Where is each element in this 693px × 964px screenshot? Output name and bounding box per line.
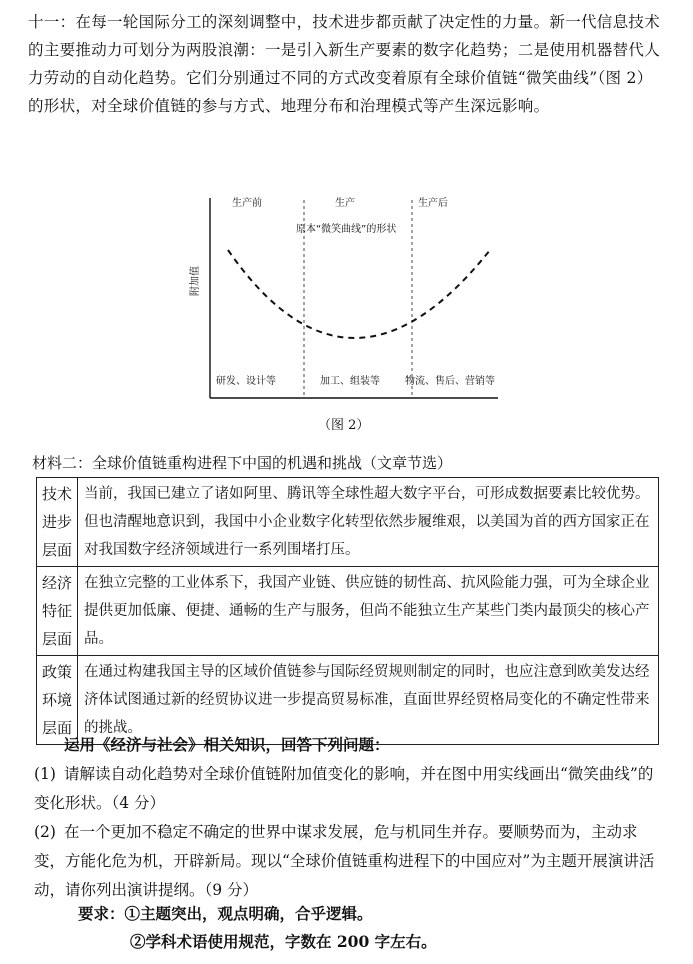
requirement-1: [78, 902, 373, 924]
material-table: [36, 477, 659, 745]
table-row: [37, 567, 659, 656]
table-row: [37, 478, 659, 567]
question-2-number: (2): [34, 823, 56, 841]
row-header-economy: 经济特征层面: [37, 567, 78, 656]
question-1-text: 请解读自动化趋势对全球价值链附加值变化的影响，并在图中用实线画出“微笑曲线”的变化形状。（4 分）: [34, 765, 654, 812]
row-text-economy: 在独立完整的工业体系下，我国产业链、供应链的韧性高、抗风险能力强，可为全球企业提供更加低廉、便捷、通畅的生产与服务，但尚不能独立生产某些门类内最顶尖的核心产品。: [78, 567, 659, 656]
row-text-tech: 当前，我国已建立了诸如阿里、腾讯等全球性超大数字平台，可形成数据要素比较优势。但也清醒地意识到，我国中小企业数字化转型依然步履维艰，以美国为首的西方国家正在对我国数字经济领域进行一系列围堵打压。: [78, 478, 659, 567]
y-axis-label: 附加值: [190, 266, 201, 296]
questions-intro: 运用《经济与社会》相关知识，回答下列问题：: [64, 735, 390, 754]
question-2-text: 在一个更加不稳定不确定的世界中谋求发展，危与机同生并存。要顺势而为，主动求变，方能化危为机，开辟新局。现以“全球价值链重构进程下的中国应对”为主题开展演讲活动，请你列出演讲提纲。（9 分）: [34, 823, 655, 899]
bottom-right-label: 物流、售后、营销等: [405, 376, 495, 387]
bottom-left-label: 研发、设计等: [216, 376, 276, 387]
requirement-2: ②学科术语使用规范，字数在 200 字左右。: [130, 932, 437, 951]
requirement-1-text: ①主题突出，观点明确，合乎逻辑。: [124, 904, 373, 923]
question-1: [34, 760, 664, 818]
requirements-label: 要求：: [78, 904, 125, 923]
figure-caption: （图 2）: [318, 418, 370, 433]
question-2: [34, 818, 664, 905]
stage-after-label: 生产后: [418, 198, 448, 209]
stage-before-label: 生产前: [232, 198, 262, 209]
bottom-middle-label: 加工、组装等: [320, 376, 380, 387]
row-header-policy: 政策环境层面: [37, 656, 78, 745]
curve-label: 原本“微笑曲线”的形状: [296, 224, 397, 235]
stage-middle-label: 生产: [335, 198, 355, 209]
intro-paragraph: 十一：在每一轮国际分工的深刻调整中，技术进步都贡献了决定性的力量。新一代信息技术的主要推动力可划分为两股浪潮：一是引入新生产要素的数字化趋势；二是使用机器替代人力劳动的自动化趋势。它们分别通过不同的方式改变着原有全球价值链“微笑曲线”（图 2）的形状，对全球价值链的参与方式、地理分布和治理模式等产生深远影响。: [28, 13, 661, 115]
question-1-number: (1): [34, 765, 56, 783]
material-title: 材料二：全球价值链重构进程下中国的机遇和挑战（文章节选）: [32, 454, 453, 472]
row-header-tech: 技术进步层面: [37, 478, 78, 567]
smile-curve: [228, 250, 490, 338]
smile-curve-figure: [190, 188, 500, 406]
row-text-policy: 在通过构建我国主导的区域价值链参与国际经贸规则制定的同时，也应注意到欧美发达经济体试图通过新的经贸协议进一步提高贸易标准，直面世界经贸格局变化的不确定性带来的挑战。: [78, 656, 659, 745]
table-row: [37, 656, 659, 745]
